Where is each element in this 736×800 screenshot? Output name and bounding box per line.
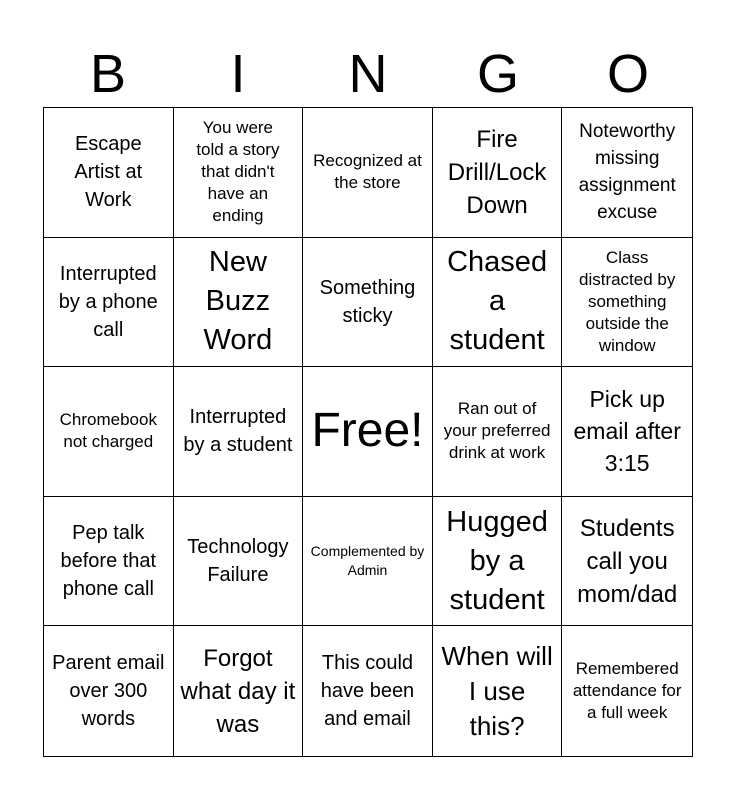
cell-text: New Buzz Word bbox=[203, 246, 273, 357]
bingo-cell[interactable] bbox=[174, 367, 304, 497]
bingo-cell[interactable] bbox=[44, 108, 174, 238]
bingo-cell[interactable] bbox=[44, 626, 174, 756]
cell-text: Noteworthy missing assignment excuse bbox=[578, 121, 676, 224]
bingo-cell[interactable] bbox=[174, 626, 304, 756]
bingo-cell[interactable] bbox=[303, 108, 433, 238]
bingo-cell[interactable] bbox=[174, 238, 304, 368]
bingo-cell[interactable] bbox=[303, 238, 433, 368]
cell-text: Chased a student bbox=[447, 246, 548, 357]
cell-text: Ran out of your preferred drink at work bbox=[443, 399, 551, 463]
bingo-cell[interactable] bbox=[433, 238, 563, 368]
bingo-cell[interactable] bbox=[303, 497, 433, 627]
bingo-cell[interactable] bbox=[433, 497, 563, 627]
cell-text: Something sticky bbox=[319, 276, 416, 327]
cell-text: Forgot what day it was bbox=[180, 644, 296, 738]
cell-text: Remembered attendance for a full week bbox=[572, 659, 682, 723]
bingo-cell[interactable] bbox=[44, 367, 174, 497]
cell-text: Fire Drill/Lock Down bbox=[447, 125, 547, 219]
header-letter-i: I bbox=[230, 44, 246, 104]
bingo-cell[interactable] bbox=[562, 497, 692, 627]
bingo-cell[interactable] bbox=[303, 626, 433, 756]
bingo-cell[interactable] bbox=[562, 238, 692, 368]
header-letter-n: N bbox=[348, 44, 388, 104]
header-letter-b: B bbox=[89, 44, 127, 104]
cell-text: Complemented by Admin bbox=[310, 543, 425, 579]
cell-text: Recognized at the store bbox=[313, 151, 422, 193]
cell-text: When will I use this? bbox=[441, 640, 553, 741]
bingo-cell[interactable] bbox=[433, 626, 563, 756]
bingo-cell[interactable] bbox=[44, 238, 174, 368]
cell-text: Interrupted by a student bbox=[183, 406, 293, 457]
header-letter-o: O bbox=[606, 44, 649, 104]
bingo-cell[interactable] bbox=[562, 108, 692, 238]
cell-text: Class distracted by something outside the window bbox=[578, 247, 676, 355]
free-space-text: Free! bbox=[311, 404, 424, 458]
bingo-cell[interactable] bbox=[174, 497, 304, 627]
cell-text: Chromebook not charged bbox=[59, 410, 157, 452]
cell-text: Escape Artist at Work bbox=[74, 133, 143, 212]
cell-text: Hugged by a student bbox=[446, 505, 548, 616]
cell-text: Students call you mom/dad bbox=[577, 514, 678, 608]
free-space-cell[interactable] bbox=[303, 367, 433, 497]
cell-text: Interrupted by a phone call bbox=[58, 262, 158, 341]
cell-text: This could have been and email bbox=[320, 652, 415, 731]
cell-text: Technology Failure bbox=[187, 536, 289, 587]
bingo-board bbox=[43, 107, 693, 757]
cell-text: You were told a story that didn't have an ending bbox=[196, 118, 280, 226]
bingo-cell[interactable] bbox=[44, 497, 174, 627]
bingo-cell[interactable] bbox=[433, 367, 563, 497]
bingo-cell[interactable] bbox=[174, 108, 304, 238]
header-letter-g: G bbox=[476, 44, 519, 104]
cell-text: Pick up email after 3:15 bbox=[573, 386, 681, 477]
cell-text: Pep talk before that phone call bbox=[60, 522, 157, 601]
bingo-header bbox=[43, 40, 693, 108]
cell-text: Parent email over 300 words bbox=[52, 652, 165, 731]
bingo-cell[interactable] bbox=[562, 367, 692, 497]
bingo-cell[interactable] bbox=[433, 108, 563, 238]
bingo-cell[interactable] bbox=[562, 626, 692, 756]
